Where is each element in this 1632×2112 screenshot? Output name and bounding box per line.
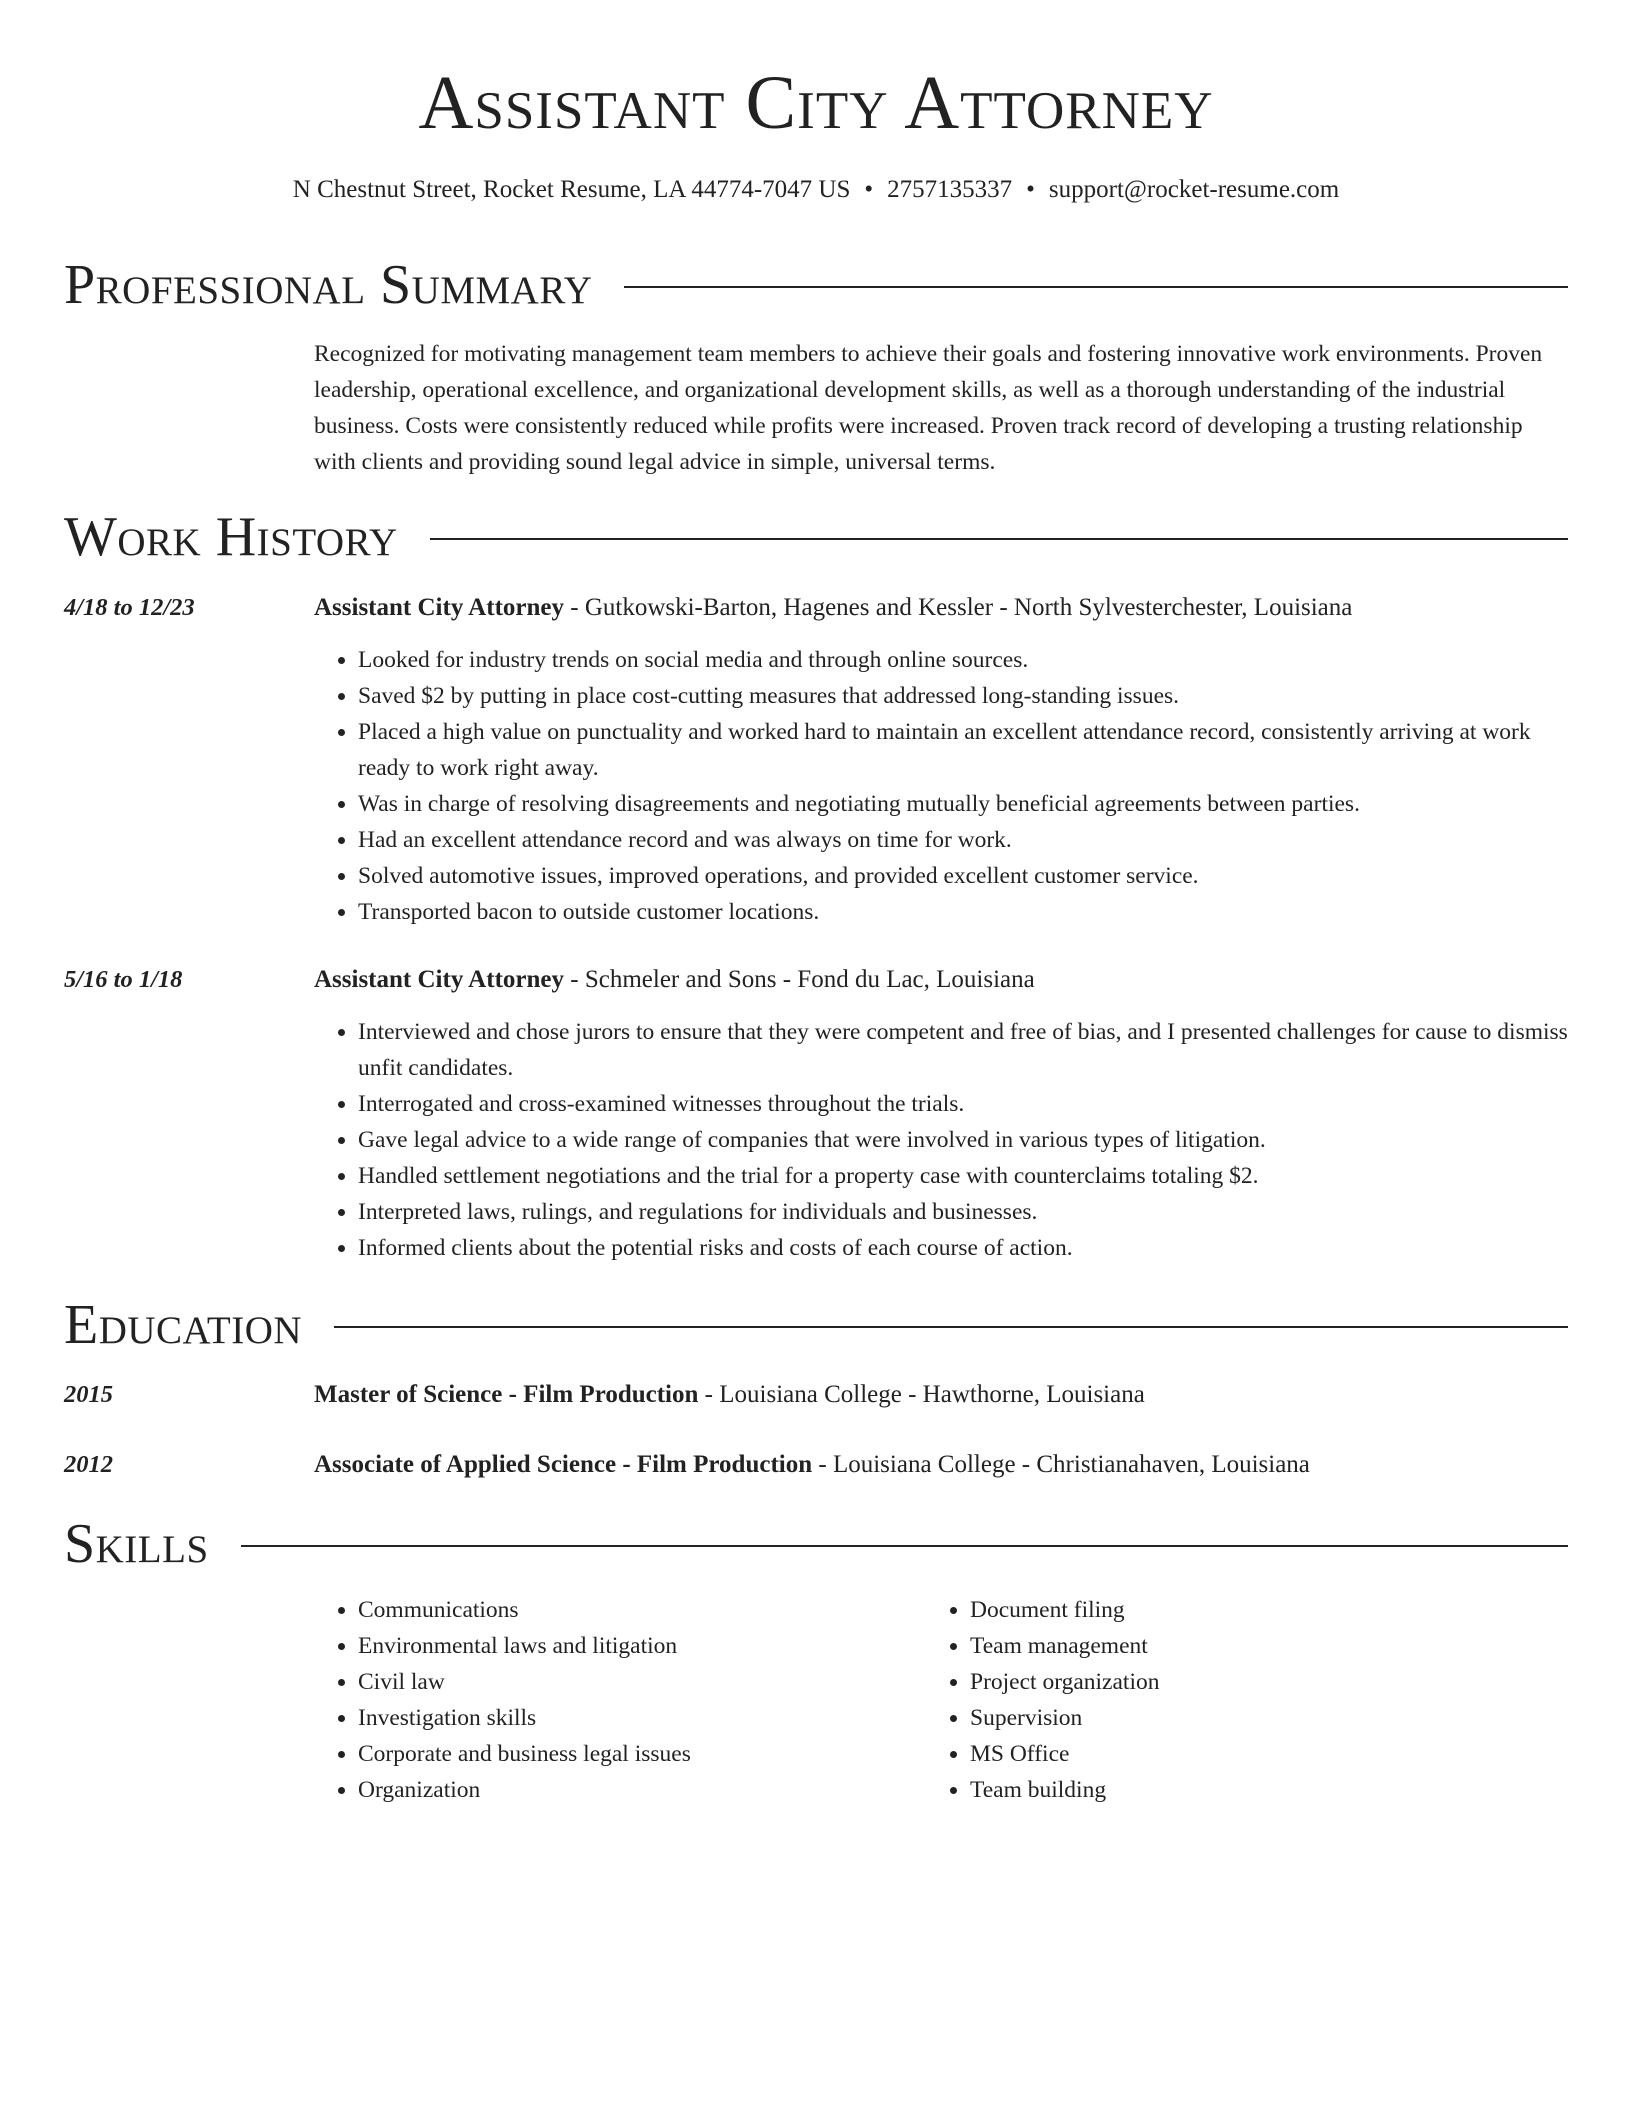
skill-item: • Project organization	[970, 1664, 1530, 1700]
education-heading	[314, 1377, 1145, 1413]
list-item: • Looked for industry trends on social media and through online sources.	[358, 642, 1568, 678]
job-details: - Schmeler and Sons - Fond du Lac, Louisiana	[564, 966, 1035, 993]
section-header-skills	[64, 1514, 1568, 1574]
skill-item: • Civil law	[358, 1664, 918, 1700]
section-title-summary: Professional Summary	[64, 254, 593, 316]
skill-item: • Corporate and business legal issues	[358, 1736, 918, 1772]
list-item: • Gave legal advice to a wide range of companies that were involved in various types of litigation.	[358, 1122, 1568, 1158]
job-details: - Gutkowski-Barton, Hagenes and Kessler - North Sylvesterchester, Louisiana	[564, 594, 1353, 621]
skill-item: • Team management	[970, 1628, 1530, 1664]
contact-separator: •	[1026, 176, 1035, 203]
list-item: • Saved $2 by putting in place cost-cutting measures that addressed long-standing issues.	[358, 678, 1568, 714]
skill-item: • MS Office	[970, 1736, 1530, 1772]
skill-item: • Investigation skills	[358, 1700, 918, 1736]
job-heading	[314, 962, 1035, 998]
education-degree: Master of Science - Film Production	[314, 1381, 699, 1408]
skill-item: • Document filing	[970, 1592, 1530, 1628]
section-header-education	[64, 1295, 1568, 1355]
education-details: - Louisiana College - Christianahaven, Louisiana	[812, 1451, 1310, 1478]
contact-email: support@rocket-resume.com	[1048, 176, 1340, 203]
skill-item: • Organization	[358, 1772, 918, 1808]
section-title-education: Education	[64, 1294, 303, 1356]
list-item: • Interrogated and cross-examined witnesses throughout the trials.	[358, 1086, 1568, 1122]
list-item: • Transported bacon to outside customer locations.	[358, 894, 1568, 930]
skill-item: • Supervision	[970, 1700, 1530, 1736]
education-degree: Associate of Applied Science - Film Production	[314, 1451, 813, 1478]
section-header-work	[64, 507, 1568, 567]
skill-item: • Environmental laws and litigation	[358, 1628, 918, 1664]
contact-address: N Chestnut Street, Rocket Resume, LA 44774-7047 US	[292, 176, 851, 203]
contact-phone: 2757135337	[887, 176, 1013, 203]
section-divider	[334, 1326, 1568, 1328]
list-item: • Interviewed and chose jurors to ensure that they were competent and free of bias, and I presented challenges for cause to dismiss unfit candidates.	[358, 1014, 1568, 1086]
section-title-skills: Skills	[64, 1513, 209, 1575]
section-divider	[430, 538, 1568, 540]
skill-item: • Communications	[358, 1592, 918, 1628]
job-dates: 4/18 to 12/23	[64, 594, 195, 621]
resume-name: Assistant City Attorney	[418, 61, 1214, 145]
list-item: • Had an excellent attendance record and was always on time for work.	[358, 822, 1568, 858]
education-details: - Louisiana College - Hawthorne, Louisiana	[698, 1381, 1145, 1408]
list-item: • Handled settlement negotiations and the trial for a property case with counterclaims totaling $2.	[358, 1158, 1568, 1194]
job-bullets	[314, 642, 1568, 930]
job-dates: 5/16 to 1/18	[64, 966, 183, 993]
list-item: • Was in charge of resolving disagreements and negotiating mutually beneficial agreements between parties.	[358, 786, 1568, 822]
list-item: • Placed a high value on punctuality and worked hard to maintain an excellent attendance record, consistently arriving at work ready to work right away.	[358, 714, 1568, 786]
job-bullets	[314, 1014, 1568, 1266]
contact-line	[0, 174, 1632, 206]
job-position: Assistant City Attorney	[314, 594, 564, 621]
education-year: 2012	[64, 1451, 113, 1478]
skills-list-right	[926, 1592, 1530, 1808]
list-item: • Interpreted laws, rulings, and regulations for individuals and businesses.	[358, 1194, 1568, 1230]
education-year: 2015	[64, 1381, 113, 1408]
skills-list-left	[314, 1592, 918, 1808]
section-header-summary	[64, 255, 1568, 315]
section-divider	[241, 1545, 1568, 1547]
list-item: • Solved automotive issues, improved operations, and provided excellent customer service.	[358, 858, 1568, 894]
section-divider	[624, 286, 1568, 288]
section-title-work: Work History	[64, 506, 398, 568]
contact-separator: •	[864, 176, 874, 203]
summary-text: Recognized for motivating management team members to achieve their goals and fostering innovative work environments. Proven leadership, operational excellence, and organizational development skills, as well as a thorough understanding of the industrial business. Costs were consistently reduced while profits were increased. Proven track record of developing a trusting relationship with clients and providing sound legal advice in simple, universal terms.	[314, 341, 1543, 475]
job-heading	[314, 590, 1352, 626]
list-item: • Informed clients about the potential risks and costs of each course of action.	[358, 1230, 1568, 1266]
skill-item: • Team building	[970, 1772, 1530, 1808]
job-position: Assistant City Attorney	[314, 966, 564, 993]
education-heading	[314, 1447, 1310, 1483]
